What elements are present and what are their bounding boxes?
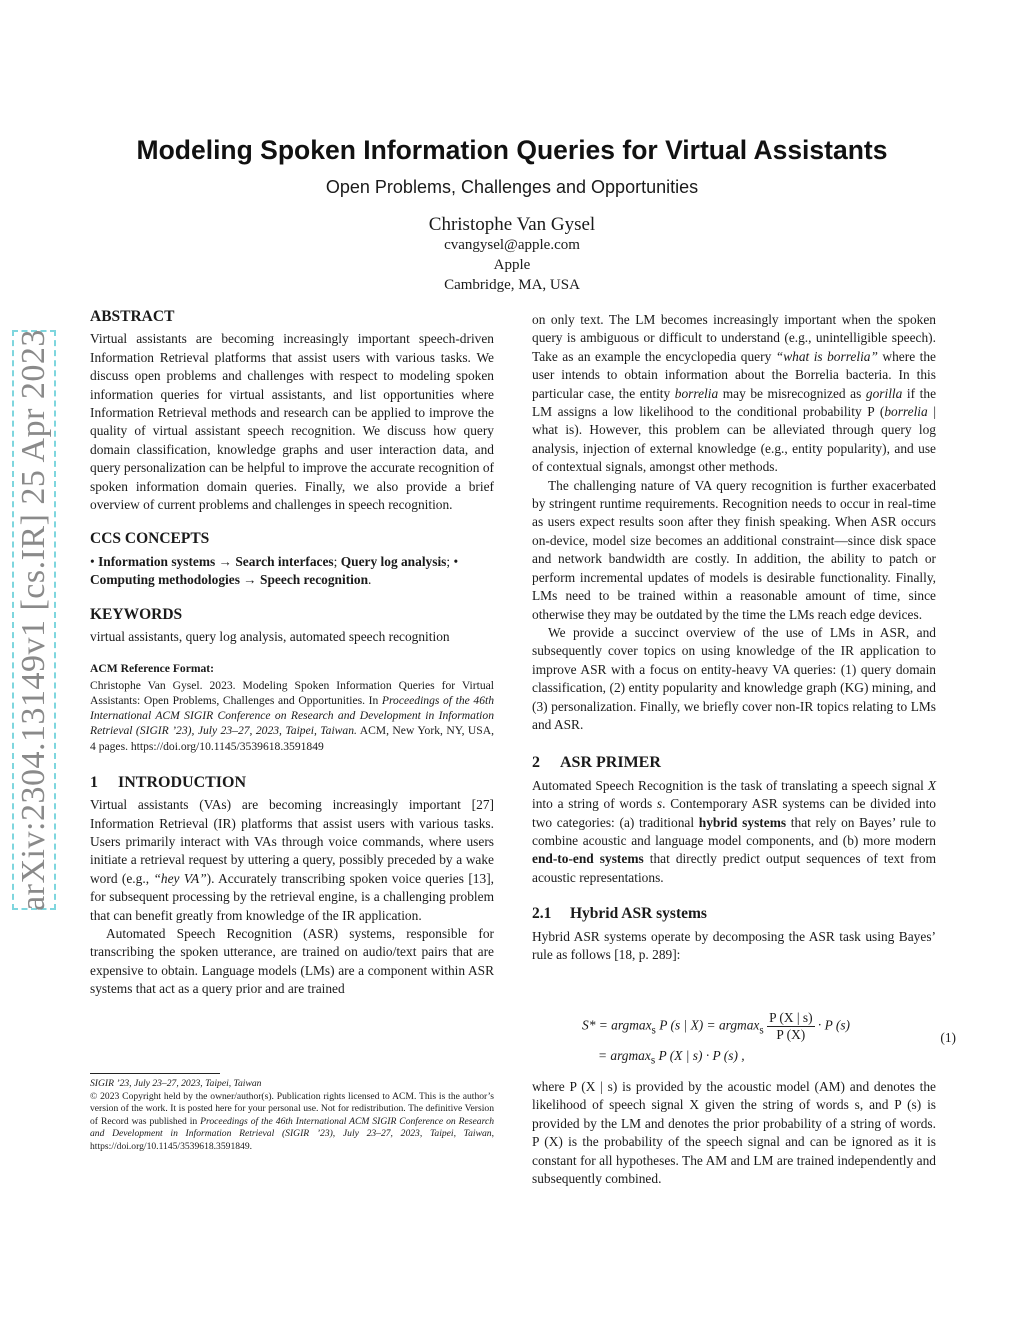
eq-sub-2: s xyxy=(759,1024,764,1037)
right-p1em4: borrelia xyxy=(884,404,928,420)
equation-line-2 xyxy=(598,1048,745,1067)
asr-p1d: that rely on Bayes’ rule to combine acoustic and language model components, and (b) more modern xyxy=(532,814,936,848)
ccs-text xyxy=(90,553,494,590)
right-p1em3: gorilla xyxy=(865,385,903,401)
ccs-c2a: Speech recognition xyxy=(260,572,369,588)
ref-format-venue: Proceedings of the 46th International ACM SIGIR Conference on Research and Development in Information Retrieval (SIGIR ’23), July 23–27, 2023, Taipei, Taiwan. xyxy=(90,693,495,738)
eq-line2-b: P (X | s) · P (s) , xyxy=(655,1048,745,1063)
asr-b1: hybrid systems xyxy=(698,814,787,830)
ccs-c1b: Query log analysis xyxy=(340,553,447,569)
ccs-heading: CCS CONCEPTS xyxy=(90,530,210,548)
asr-heading xyxy=(532,754,936,772)
paper-subtitle: Open Problems, Challenges and Opportunities xyxy=(325,177,699,197)
right-p1c: may be misrecognized as xyxy=(718,385,866,401)
right-p1em1: “what is borrelia” xyxy=(775,348,878,364)
right-p1e: | what is). However, this problem can be alleviated through query log analysis, injection of external knowledge (e.g., entity popularity), and use of contextual signals, amongst other methods. xyxy=(532,404,937,475)
eq-part-a: S* = argmax xyxy=(582,1017,652,1033)
author-email: cvangysel@apple.com xyxy=(444,237,580,253)
right-p1em2: borrelia xyxy=(674,385,719,401)
intro-p1a: Virtual assistants (VAs) are becoming increasingly important [27] Information Retrieval (IR) platforms that assist users with various tasks. Users primarily interact with VAs through voice commands, where users initiate a retrieval request by uttering a query, possibly preceded by a wake word (e.g., xyxy=(90,797,494,886)
left-column xyxy=(90,308,494,999)
author-location: Cambridge, MA, USA xyxy=(444,277,580,293)
hybrid-heading-text: Hybrid ASR systems xyxy=(570,905,707,923)
intro-heading xyxy=(90,774,494,792)
right-column-lower xyxy=(532,1078,936,1188)
ccs-c1a: Search interfaces xyxy=(235,553,334,569)
ccs-c1: Information systems xyxy=(98,553,216,569)
footnote-text-a: © 2023 Copyright held by the owner/author(s). Publication rights licensed to ACM. This is the author’s version of the work. It is posted here for your personal use. Not for redistribution. The definitive Version of Record was published in xyxy=(90,1090,494,1127)
ccs-sep2: ; xyxy=(446,553,451,569)
keywords-text: virtual assistants, query log analysis, automated speech recognition xyxy=(90,629,450,645)
eq-denominator: P (X) xyxy=(776,1027,806,1042)
right-p3: We provide a succinct overview of the use of LMs in ASR, and subsequently cover topics on using knowledge of the IR application to improve ASR with a focus on entity-heavy VA queries: (1) query domain classification, (2) entity popularity and knowledge graph (KG) mining, and (3) personalization. Finally, we briefly cover non-IR topics relating to LMs and ASR. xyxy=(532,624,936,732)
footnote xyxy=(90,1073,494,1154)
right-p2: The challenging nature of VA query recognition is further exacerbated by stringent runtime requirements. Recognition needs to occur in real-time as users expect results soon after they finish speaking. When ASR occurs on-device, model size becomes an additional constraint—since disk space and network bandwidth are costly. In addition, the ability to patch or perform incremental updates of models is desirable functionality. Finally, LMs need to be trained within a reasonable amount of time, since otherwise they may be outdated by the time the LMs reach edge devices. xyxy=(532,477,936,622)
asr-X: X xyxy=(927,777,936,793)
eq-line2-a: = argmax xyxy=(598,1048,651,1063)
ccs-bullet-2: • xyxy=(453,553,459,569)
asr-num: 2 xyxy=(532,754,540,772)
right-p1a: on only text. The LM becomes increasingly important when the spoken query is ambiguous or difficult to understand (e.g., unintelligible speech). Take as an example the encyclopedia query xyxy=(532,312,936,364)
hybrid-heading xyxy=(532,905,936,923)
arxiv-stamp xyxy=(12,330,56,910)
asr-b2: end-to-end systems xyxy=(532,851,644,867)
footnote-text xyxy=(90,1091,494,1154)
hybrid-num: 2.1 xyxy=(532,905,552,923)
ccs-c2: Computing methodologies xyxy=(90,572,240,588)
eq-numerator: P (X | s) xyxy=(769,1010,813,1025)
eq-part-b: P (s | X) = argmax xyxy=(655,1017,760,1033)
paper-title: Modeling Spoken Information Queries for Virtual Assistants xyxy=(136,135,888,165)
ccs-arrow-2: → xyxy=(243,572,257,588)
asr-p1c: . Contemporary ASR systems can be divided into two categories: (a) traditional xyxy=(532,796,936,830)
ccs-sep1: ; xyxy=(333,553,338,569)
asr-p1 xyxy=(532,777,936,887)
arxiv-stamp-text: arXiv:2304.13149v1 [cs.IR] 25 Apr 2023 xyxy=(15,329,53,911)
hybrid-p1: Hybrid ASR systems operate by decomposing the ASR task using Bayes’ rule as follows [18, p. 289]: xyxy=(532,928,936,962)
footnote-venue: SIGIR ’23, July 23–27, 2023, Taipei, Taiwan xyxy=(90,1078,262,1089)
eq-part-c: · P (s) xyxy=(814,1017,851,1033)
asr-p1b: into a string of words xyxy=(532,796,657,812)
ccs-arrow: → xyxy=(218,553,232,569)
eq-sub-3: s xyxy=(650,1054,656,1067)
footnote-text-em: Proceedings of the 46th International ACM SIGIR Conference on Research and Development in Information Retrieval (SIGIR ’23), July 23–27, 2023, Taipei, Taiwan xyxy=(90,1115,494,1140)
asr-p1e: that directly predict output sequences of text from acoustic representations. xyxy=(532,851,937,885)
intro-heading-text: INTRODUCTION xyxy=(118,773,247,791)
equation-label: (1) xyxy=(940,1030,956,1045)
footnote-text-end: , https://doi.org/10.1145/3539618.3591849. xyxy=(90,1128,494,1152)
equation-line-1 xyxy=(582,1010,850,1043)
asr-p1a: Automated Speech Recognition is the task of translating a speech signal xyxy=(532,777,928,793)
right-column xyxy=(532,311,936,964)
abstract-text: Virtual assistants are becoming increasingly important speech-driven Information Retrieval platforms that assist users with various tasks. We discuss open problems and challenges with respect to modeling spoken information queries for virtual assistants, and list opportunities where Information Retrieval methods and research can be applied to improve the quality of virtual assistant speech recognition. We discuss how query domain classification, knowledge graphs and user interaction data, and query personalization can be helpful to improve the accurate recognition of spoken information domain queries. Finally, we also provide a brief overview of current problems and challenges in speech recognition. xyxy=(90,331,494,513)
keywords-heading: KEYWORDS xyxy=(90,605,183,623)
intro-p1b: ). Accurately transcribing spoken voice queries [13], for subsequent processing by the retrieval engine, is a challenging problem that can benefit greatly from knowledge of the IR application. xyxy=(90,870,494,923)
ref-format-heading: ACM Reference Format: xyxy=(90,661,215,675)
abstract-heading: ABSTRACT xyxy=(90,308,175,325)
footnote-rule xyxy=(90,1073,220,1074)
hybrid-p2: where P (X | s) is provided by the acoustic model (AM) and denotes the likelihood of speech signal X given the string of words s, and P (s) is provided by the LM and denotes the prior probability of a string of words. P (X) is the probability of the speech signal and can be ignored as it is constant for all hypotheses. The AM and LM are trained independently and subsequently combined. xyxy=(532,1079,936,1187)
intro-num: 1 xyxy=(90,773,98,791)
right-p1b: where the user intends to obtain information about the Borrelia bacteria. In this particular case, the entity xyxy=(532,348,936,401)
equation-1 xyxy=(534,1008,956,1068)
right-p1d: if the LM assigns a low likelihood to the conditional probability P ( xyxy=(532,385,937,420)
ccs-bullet: • xyxy=(90,553,95,569)
ccs-end: . xyxy=(368,572,372,588)
intro-p1 xyxy=(90,796,494,925)
eq-sub-1: s xyxy=(651,1024,656,1037)
ref-format-text xyxy=(90,678,494,754)
asr-heading-text: ASR PRIMER xyxy=(560,754,661,772)
ref-format-t1: Christophe Van Gysel. 2023. Modeling Spoken Information Queries for Virtual Assistants: Open Problems, Challenges and Opportunities. In xyxy=(90,678,494,707)
asr-s: s xyxy=(656,796,663,812)
intro-p1em: “hey VA” xyxy=(153,870,207,886)
author-org: Apple xyxy=(493,257,531,273)
intro-p2: Automated Speech Recognition (ASR) systems, responsible for transcribing the spoken utterance, are trained on audio/text pairs that are expensive to obtain. Language models (LMs) are a component within ASR systems that act as a query prior and are trained xyxy=(90,925,494,997)
author-name: Christophe Van Gysel xyxy=(428,214,596,235)
right-p1 xyxy=(532,311,936,477)
eq-fraction xyxy=(767,1010,814,1043)
ref-format-t2: ACM, New York, NY, USA, 4 pages. https://doi.org/10.1145/3539618.3591849 xyxy=(90,724,494,753)
